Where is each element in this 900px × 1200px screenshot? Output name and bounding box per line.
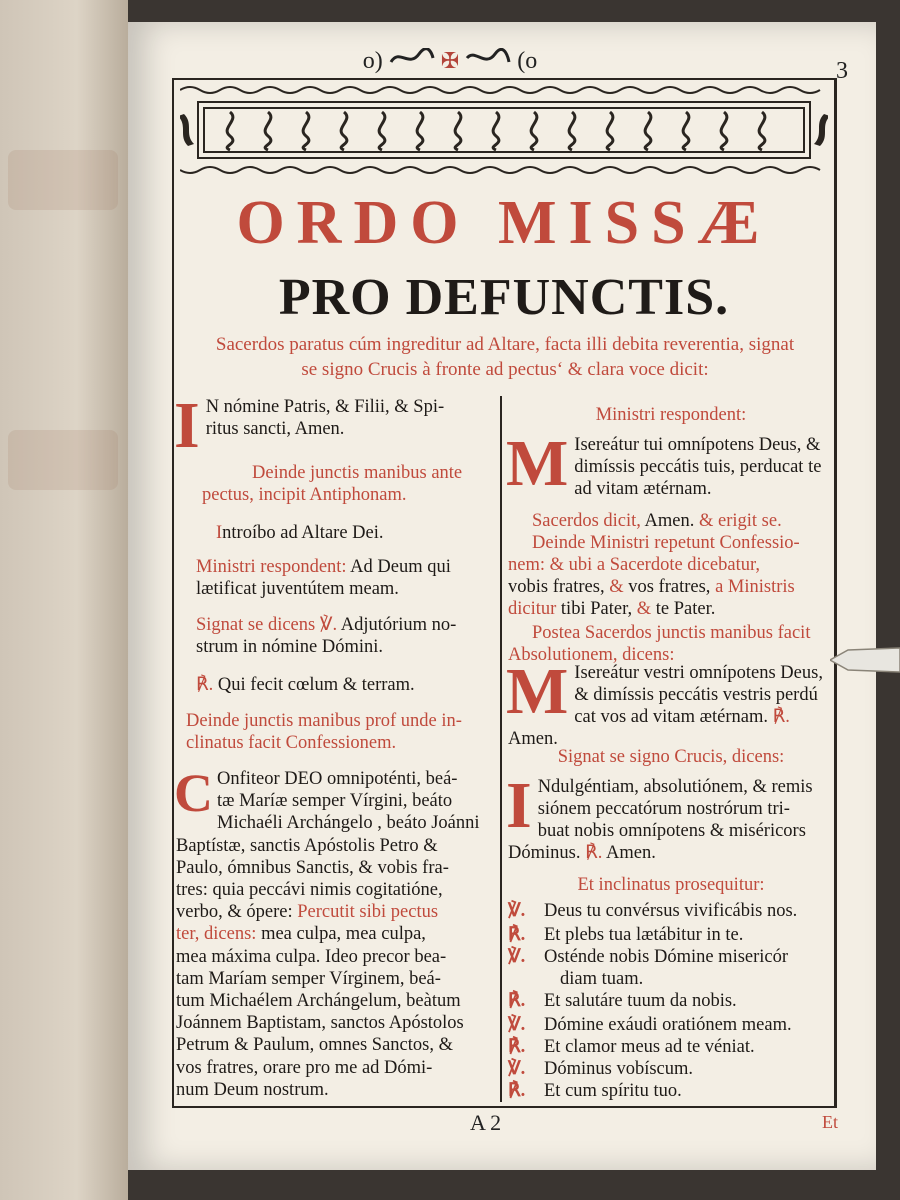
bookmark-ribbon [830,646,900,674]
rubric-line: nem: & ubi a Sacerdote dicebatur, [508,555,760,575]
intro-rubric-line: Sacerdos paratus cúm ingreditur ad Altare, facta illi debita reverentia, signat [215,334,795,355]
head-ornament-left: o) [362,48,383,74]
text-line: ntroíbo ad Altare Dei. [222,523,384,543]
versicle-text: Deus tu convérsus vivificábis nos. [544,901,798,921]
text-line: Amen. [602,843,656,863]
rubric-heading: Ministri respondent: [595,405,747,425]
rubric-heading: Signat se signo Crucis, dicens: [557,747,785,767]
text-line: vos fratres, orare pro me ad Dómi- [176,1057,433,1078]
versicle-line [508,968,834,990]
versicle-symbol: ℟. [508,1037,526,1057]
text-line: verbo, & ópere: [176,902,298,923]
in-nomine-block [174,389,498,462]
versicle-text: Et cum spíritu tuo. [544,1081,682,1101]
versicle-text: Et clamor meus ad te véniat. [544,1037,755,1057]
drop-initial: M [506,427,569,500]
signat-block [176,614,498,658]
rubric-line: pectus, incipit Antiphonam. [202,485,407,505]
text-line: Qui fecit cœlum & terram. [213,675,415,695]
bleed-through-mark [8,430,118,490]
versicle-text: Dómine exáudi oratiónem meam. [544,1015,792,1035]
misereatur-tui-block [506,427,834,500]
intro-rubric-line: se signo Crucis à fronte ad pectus‘ & clara voce dicit: [301,359,709,380]
page-number: 3 [836,58,848,84]
text-line: mea máxima culpa. Ideo precor bea- [176,946,447,967]
text-line: siónem peccatórum nostrórum tri- [537,799,790,819]
versicle-line [508,1036,834,1058]
text-line: Petrum & Paulum, omnes Sanctos, & [176,1035,453,1056]
text-line: Isereátur vestri omnípotens Deus, [574,663,823,683]
qui-fecit-block [176,674,498,696]
versicle-line [508,990,834,1012]
text-line: Amen. [508,729,558,749]
confiteor-block [174,763,498,1101]
text-line: Joánnem Baptistam, sanctos Apóstolos [176,1013,464,1034]
title-pro-defunctis: PRO DEFUNCTIS. [278,269,730,326]
text-line: vobis fratres, [508,577,605,597]
signature-mark: A 2 [470,1110,502,1135]
scroll-ornament-icon [389,48,435,68]
text-line: N nómine Patris, & Filii, & Spi- [205,397,445,417]
rubric-text: Sacerdos dicit, [532,511,641,531]
response-symbol: ℟. [767,707,790,727]
ministri-block [176,556,498,600]
text-line: Adjutórium no- [337,615,457,635]
versicle-symbol: ℟. [508,925,526,945]
versicle-line [508,1014,834,1036]
cross-icon: ✠ [440,48,460,73]
versicle-line [508,946,834,968]
rubric-block [176,484,498,506]
versicle-symbol: ℟. [508,1081,526,1101]
versicle-line [508,924,834,946]
text-line: Ndulgéntiam, absolutiónem, & remis [537,777,813,797]
versicle-text: Et salutáre tuum da nobis. [544,991,737,1011]
drop-initial: I [506,769,532,842]
initial-letter: I [216,523,223,543]
text-line: strum in nómine Dómini. [196,637,384,657]
versicle-symbol: ℟. [508,991,526,1011]
head-ornament-right: (o [517,48,538,74]
rubric-line: Deinde Ministri repetunt Confessio- [532,533,800,553]
bleed-through-mark [8,150,118,210]
rubric-line: Absolutionem, dicens: [508,645,675,665]
versicle-line [508,1080,834,1102]
text-line: Paulo, ómnibus Sanctis, & vobis fra- [176,857,449,878]
rubric-text: & erigit se. [694,511,782,531]
versicle-text: diam tuam. [560,969,644,989]
title-ordo-missae: ORDO MISSÆ [236,189,772,257]
rubric-block [176,462,498,484]
rubric-text: & [632,599,656,619]
text-line: num Deum nostrum. [176,1079,329,1100]
text-line: lætificat juventútem meam. [196,579,399,599]
response-symbol: ℟. [580,843,603,863]
rubric-line: Deinde junctis manibus prof unde in- [186,711,462,731]
text-line: Onfiteor DEO omnipoténti, beá- [217,769,458,789]
introibo-block [176,522,498,544]
versicle-symbol: ℣. [508,947,526,967]
text-line: cat vos ad vitam ætérnam. [574,707,768,727]
rubric-line: Postea Sacerdos junctis manibus facit [532,623,811,643]
decorative-border-band [180,84,828,176]
text-line: tum Michaélem Archángelum, beàtum [176,991,461,1012]
rubric-line: clinatus facit Confessionem. [186,733,397,753]
text-line: Dóminus. [508,843,581,863]
column-divider [500,396,502,1102]
rubric-text: Signat se dicens ℣. [196,615,338,635]
text-line: Baptístæ, sanctis Apóstolis Petro & [176,835,438,856]
catchword: Et [822,1112,838,1132]
drop-initial: I [174,389,200,462]
rubric-text: Percutit sibi pectus [297,902,439,923]
text-line: dimíssis peccátis tuis, perducat te [574,457,822,477]
text-line: Michaéli Archángelo , beáto Joánni [217,813,480,834]
versicle-line [508,1058,834,1080]
left-page-edge [0,0,128,1200]
text-line: tibi Pater, [556,599,633,619]
text-line: mea culpa, mea culpa, [256,924,426,945]
text-line: Isereátur tui omnípotens Deus, & [574,435,821,455]
text-line: tres: quia peccávi nimis cogitatióne, [176,880,443,901]
rubric-text: a Ministris [710,577,795,597]
scroll-ornament-icon [465,48,511,68]
rubric-text: Ministri respondent: [196,557,347,577]
versicle-symbol: ℣. [508,1015,526,1035]
versicle-line [508,900,834,922]
text-line: ritus sancti, Amen. [205,419,345,439]
response-symbol: ℟. [196,675,214,695]
drop-initial: C [174,763,213,823]
text-line: vos fratres, [628,577,711,597]
text-line: buat nobis omnípotens & miséricors [537,821,806,841]
text-line: ad vitam ætérnam. [574,479,712,499]
sacerdos-dicit-block [508,510,834,620]
versicle-symbol: ℣. [508,1059,526,1079]
text-line: & dimíssis peccátis vestris perdú [574,685,818,705]
text-line: Amen. [640,511,695,531]
text-line: te Pater. [655,599,716,619]
rubric-line: Deinde junctis manibus ante [252,463,463,483]
text-line: tæ Maríæ semper Vírgini, beáto [217,791,453,812]
indulgentiam-block [506,769,834,864]
text-line: tam Maríam semper Vírginem, beá- [176,968,441,989]
versicle-text: Dóminus vobíscum. [544,1059,694,1079]
head-ornament [0,48,900,82]
rubric-text: dicitur [508,599,557,619]
rubric-block [176,710,498,754]
rubric-heading: Et inclinatus prosequitur: [577,875,765,895]
versicle-text: Osténde nobis Dómine misericór [544,947,789,967]
intro-rubric [180,332,830,382]
drop-initial: M [506,655,569,728]
versicle-text: Et plebs tua lætábitur in te. [544,925,744,945]
rubric-text: ter, dicens: [176,924,257,945]
text-line: Ad Deum qui [346,557,451,577]
rubric-text: & [604,577,629,597]
versicle-symbol: ℣. [508,901,526,921]
